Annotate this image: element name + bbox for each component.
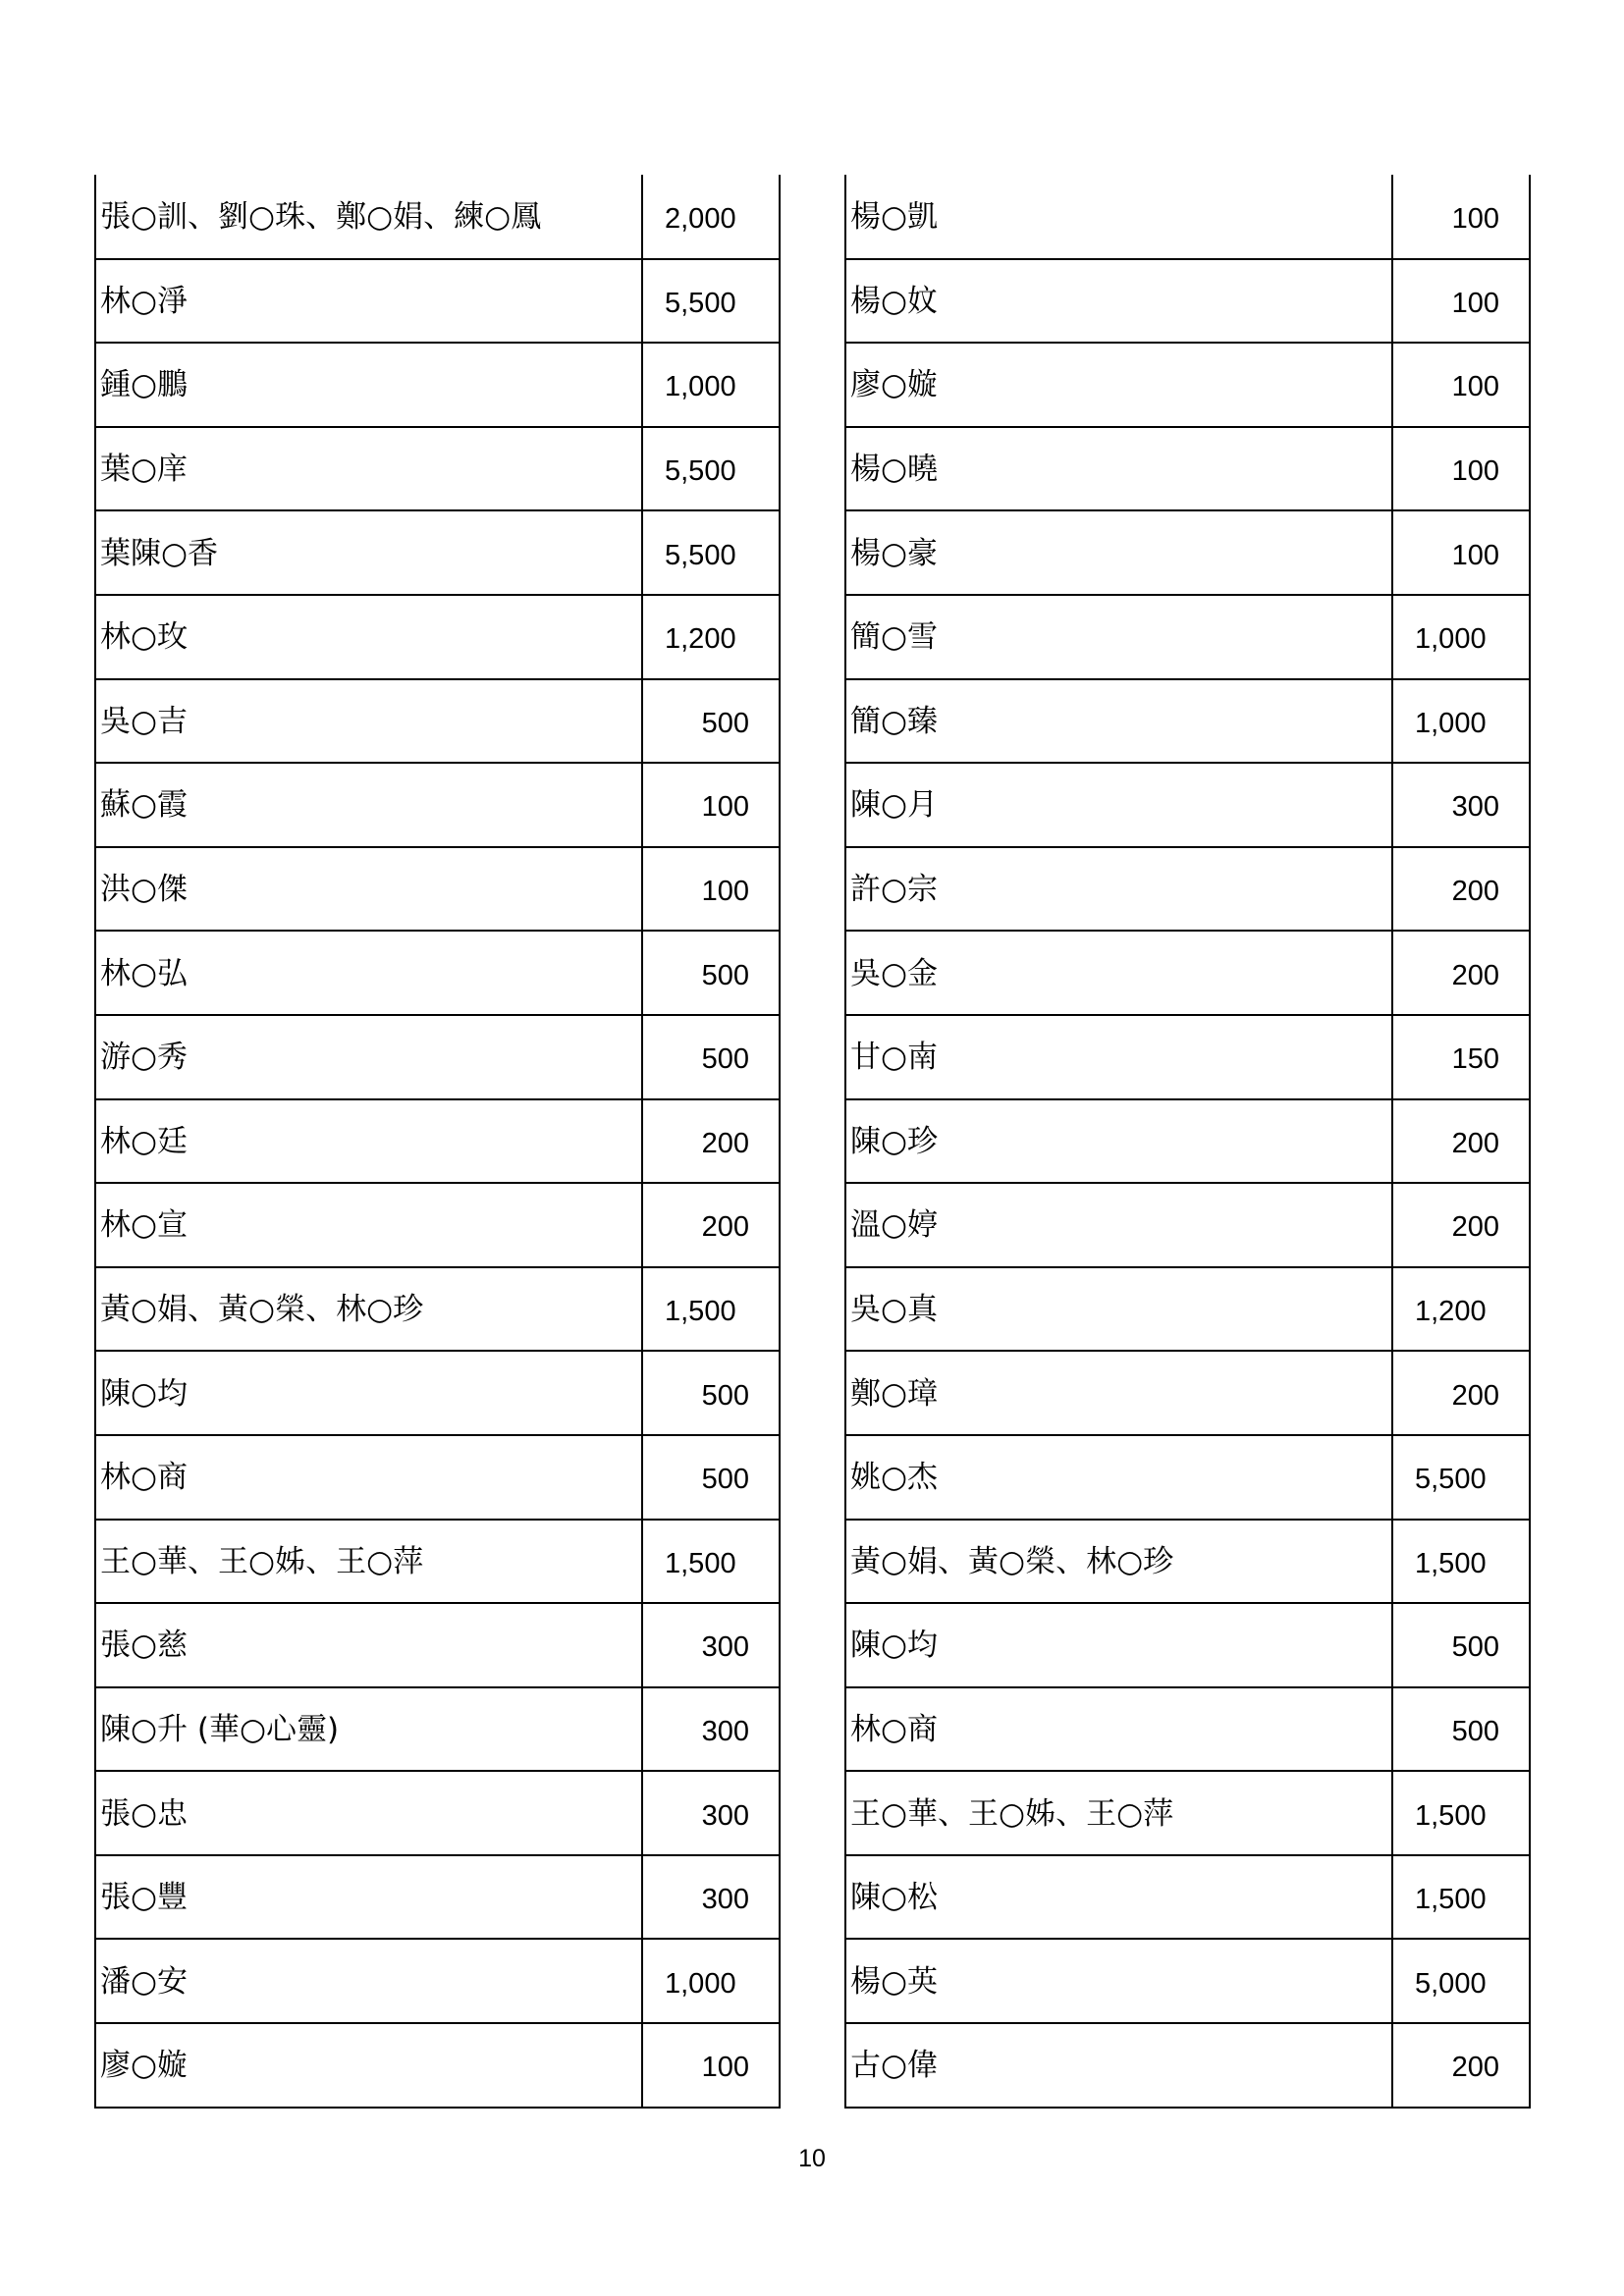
table-row bbox=[845, 1099, 1530, 1184]
table-row bbox=[845, 1183, 1530, 1267]
donor-name: 張○訓、劉○珠、鄭○娟、練○鳳 bbox=[95, 175, 642, 259]
table-row bbox=[95, 2023, 780, 2108]
donation-amount: 100 bbox=[642, 763, 780, 847]
table-row bbox=[845, 510, 1530, 595]
donation-amount: 1,500 bbox=[642, 1520, 780, 1604]
table-row bbox=[845, 259, 1530, 344]
donor-name: 林○弘 bbox=[95, 931, 642, 1015]
table-row bbox=[95, 427, 780, 511]
donor-name: 張○豐 bbox=[95, 1855, 642, 1940]
donor-name: 姚○杰 bbox=[845, 1435, 1392, 1520]
donation-amount: 300 bbox=[1392, 763, 1530, 847]
donation-amount: 100 bbox=[1392, 427, 1530, 511]
donor-name: 張○忠 bbox=[95, 1771, 642, 1855]
donor-name: 洪○傑 bbox=[95, 847, 642, 932]
donor-name: 鄭○璋 bbox=[845, 1351, 1392, 1435]
donor-name: 張○慈 bbox=[95, 1603, 642, 1687]
donor-name: 黃○娟、黃○榮、林○珍 bbox=[845, 1520, 1392, 1604]
table-row bbox=[95, 259, 780, 344]
donation-amount: 300 bbox=[642, 1687, 780, 1772]
table-row bbox=[845, 595, 1530, 679]
donation-amount: 500 bbox=[1392, 1687, 1530, 1772]
donor-table-right-body bbox=[845, 175, 1530, 2108]
donation-amount: 100 bbox=[642, 2023, 780, 2108]
donation-amount: 500 bbox=[1392, 1603, 1530, 1687]
table-row bbox=[95, 847, 780, 932]
donor-name: 鍾○鵬 bbox=[95, 343, 642, 427]
donor-name: 陳○均 bbox=[845, 1603, 1392, 1687]
table-row bbox=[95, 931, 780, 1015]
donation-amount: 100 bbox=[1392, 175, 1530, 259]
donor-name: 潘○安 bbox=[95, 1939, 642, 2023]
donation-amount: 1,500 bbox=[642, 1267, 780, 1352]
donation-amount: 100 bbox=[1392, 343, 1530, 427]
donor-name: 葉○庠 bbox=[95, 427, 642, 511]
donor-name: 吳○真 bbox=[845, 1267, 1392, 1352]
donor-name: 溫○婷 bbox=[845, 1183, 1392, 1267]
donor-name: 黃○娟、黃○榮、林○珍 bbox=[95, 1267, 642, 1352]
donation-amount: 5,000 bbox=[1392, 1939, 1530, 2023]
donor-name: 林○廷 bbox=[95, 1099, 642, 1184]
donor-name: 林○商 bbox=[845, 1687, 1392, 1772]
table-row bbox=[845, 931, 1530, 1015]
table-row bbox=[95, 343, 780, 427]
table-row bbox=[845, 1435, 1530, 1520]
table-row bbox=[845, 343, 1530, 427]
donor-name: 蘇○霞 bbox=[95, 763, 642, 847]
table-row bbox=[95, 1603, 780, 1687]
table-row bbox=[95, 1183, 780, 1267]
donor-name: 林○淨 bbox=[95, 259, 642, 344]
table-row bbox=[95, 175, 780, 259]
donation-amount: 200 bbox=[1392, 847, 1530, 932]
donor-table-left-body bbox=[95, 175, 780, 2108]
donation-amount: 1,000 bbox=[1392, 679, 1530, 764]
donor-name: 葉陳○香 bbox=[95, 510, 642, 595]
donor-name: 楊○英 bbox=[845, 1939, 1392, 2023]
donor-name: 陳○均 bbox=[95, 1351, 642, 1435]
donation-amount: 2,000 bbox=[642, 175, 780, 259]
donation-amount: 1,500 bbox=[1392, 1771, 1530, 1855]
donation-amount: 200 bbox=[1392, 2023, 1530, 2108]
donation-amount: 500 bbox=[642, 1351, 780, 1435]
donation-amount: 500 bbox=[642, 1435, 780, 1520]
table-row bbox=[845, 1351, 1530, 1435]
table-row bbox=[845, 1855, 1530, 1940]
donor-name: 陳○升 (華○心靈) bbox=[95, 1687, 642, 1772]
table-row bbox=[845, 1687, 1530, 1772]
table-row bbox=[95, 1855, 780, 1940]
table-row bbox=[95, 1099, 780, 1184]
donation-amount: 5,500 bbox=[642, 427, 780, 511]
donation-amount: 300 bbox=[642, 1603, 780, 1687]
donor-name: 陳○月 bbox=[845, 763, 1392, 847]
donor-name: 游○秀 bbox=[95, 1015, 642, 1099]
donation-amount: 500 bbox=[642, 1015, 780, 1099]
table-row bbox=[95, 1267, 780, 1352]
table-row bbox=[95, 1687, 780, 1772]
donor-name: 楊○豪 bbox=[845, 510, 1392, 595]
donation-amount: 300 bbox=[642, 1855, 780, 1940]
donor-name: 林○玫 bbox=[95, 595, 642, 679]
donor-name: 王○華、王○姊、王○萍 bbox=[845, 1771, 1392, 1855]
table-row bbox=[845, 175, 1530, 259]
donation-amount: 1,500 bbox=[1392, 1855, 1530, 1940]
donation-amount: 1,200 bbox=[642, 595, 780, 679]
page-number: 10 bbox=[798, 2145, 826, 2172]
table-row bbox=[845, 427, 1530, 511]
donation-amount: 100 bbox=[642, 847, 780, 932]
donation-amount: 1,500 bbox=[1392, 1520, 1530, 1604]
donor-name: 吳○金 bbox=[845, 931, 1392, 1015]
table-row bbox=[845, 847, 1530, 932]
donor-name: 吳○吉 bbox=[95, 679, 642, 764]
donor-name: 簡○臻 bbox=[845, 679, 1392, 764]
donation-amount: 5,500 bbox=[642, 259, 780, 344]
donation-amount: 300 bbox=[642, 1771, 780, 1855]
donation-amount: 200 bbox=[1392, 931, 1530, 1015]
donor-name: 甘○南 bbox=[845, 1015, 1392, 1099]
donation-amount: 200 bbox=[1392, 1099, 1530, 1184]
table-row bbox=[845, 1520, 1530, 1604]
donation-amount: 1,000 bbox=[1392, 595, 1530, 679]
donation-amount: 100 bbox=[1392, 259, 1530, 344]
donation-amount: 200 bbox=[1392, 1351, 1530, 1435]
table-row bbox=[845, 763, 1530, 847]
donation-amount: 100 bbox=[1392, 510, 1530, 595]
donation-amount: 1,000 bbox=[642, 1939, 780, 2023]
donation-amount: 150 bbox=[1392, 1015, 1530, 1099]
table-row bbox=[95, 1939, 780, 2023]
donor-name: 林○宣 bbox=[95, 1183, 642, 1267]
donor-name: 王○華、王○姊、王○萍 bbox=[95, 1520, 642, 1604]
table-row bbox=[845, 2023, 1530, 2108]
table-row bbox=[95, 1351, 780, 1435]
donor-name: 廖○嫙 bbox=[95, 2023, 642, 2108]
donation-amount: 1,000 bbox=[642, 343, 780, 427]
donation-amount: 5,500 bbox=[642, 510, 780, 595]
table-row bbox=[845, 1603, 1530, 1687]
donor-table-left bbox=[94, 175, 781, 2109]
table-row bbox=[845, 1267, 1530, 1352]
table-row bbox=[95, 595, 780, 679]
table-row bbox=[95, 1435, 780, 1520]
donor-name: 楊○妏 bbox=[845, 259, 1392, 344]
donation-amount: 1,200 bbox=[1392, 1267, 1530, 1352]
table-row bbox=[845, 679, 1530, 764]
donation-amount: 500 bbox=[642, 931, 780, 1015]
donor-name: 楊○凱 bbox=[845, 175, 1392, 259]
table-row bbox=[845, 1771, 1530, 1855]
donor-name: 簡○雪 bbox=[845, 595, 1392, 679]
donation-amount: 200 bbox=[1392, 1183, 1530, 1267]
donor-name: 陳○珍 bbox=[845, 1099, 1392, 1184]
donor-name: 林○商 bbox=[95, 1435, 642, 1520]
donation-amount: 200 bbox=[642, 1183, 780, 1267]
donor-table-right bbox=[844, 175, 1531, 2109]
table-row bbox=[95, 1015, 780, 1099]
donation-amount: 200 bbox=[642, 1099, 780, 1184]
table-row bbox=[845, 1015, 1530, 1099]
donation-amount: 500 bbox=[642, 679, 780, 764]
donor-name: 楊○曉 bbox=[845, 427, 1392, 511]
table-row bbox=[95, 1771, 780, 1855]
table-row bbox=[95, 679, 780, 764]
donor-name: 古○偉 bbox=[845, 2023, 1392, 2108]
table-row bbox=[95, 1520, 780, 1604]
table-row bbox=[95, 763, 780, 847]
donation-amount: 5,500 bbox=[1392, 1435, 1530, 1520]
donor-name: 許○宗 bbox=[845, 847, 1392, 932]
table-row bbox=[95, 510, 780, 595]
donor-name: 陳○松 bbox=[845, 1855, 1392, 1940]
donor-name: 廖○嫙 bbox=[845, 343, 1392, 427]
table-row bbox=[845, 1939, 1530, 2023]
